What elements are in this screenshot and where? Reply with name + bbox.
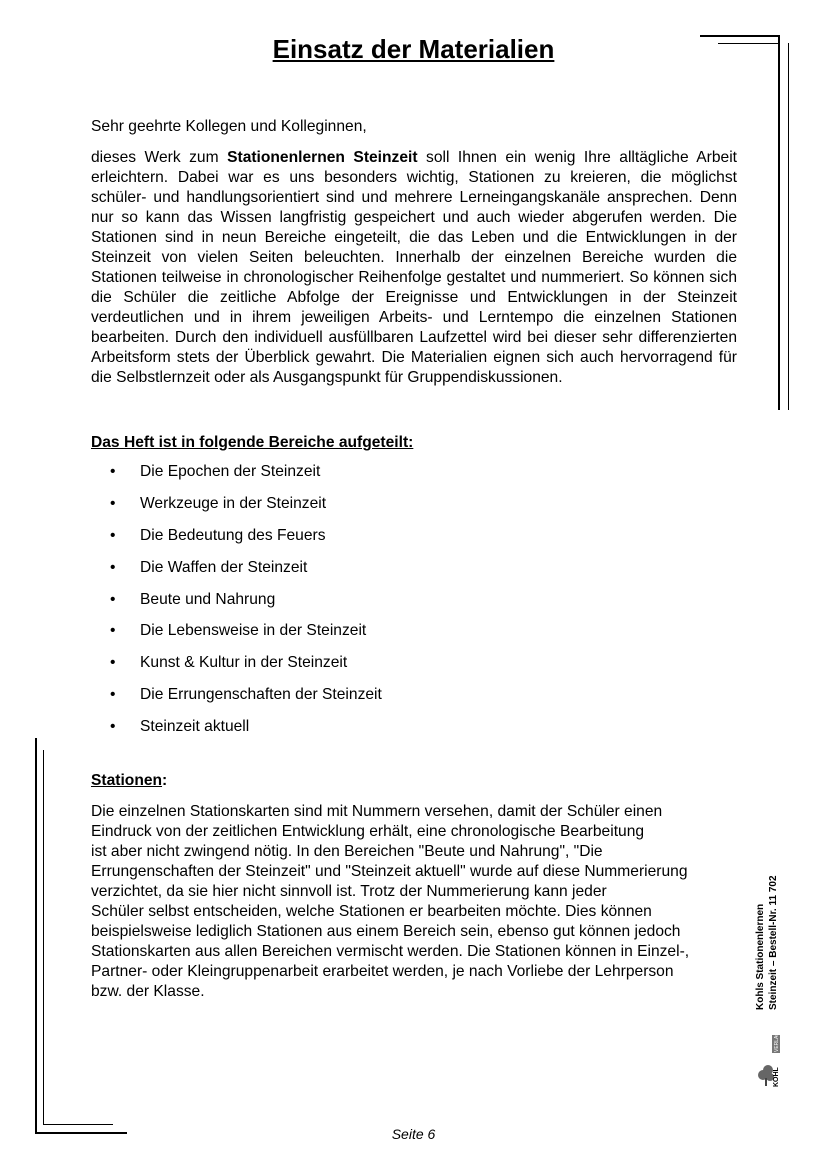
list-item-text: Die Errungenschaften der Steinzeit [140, 686, 382, 704]
page-number: Seite 6 [391, 1126, 436, 1142]
stations-heading-colon: : [162, 772, 168, 789]
list-item-text: Die Bedeutung des Feuers [140, 526, 326, 544]
frame-left-line-inner [43, 750, 44, 1125]
bullet-icon: • [110, 622, 116, 640]
publisher-logo-badge: VERLAG [774, 1031, 780, 1052]
list-item-text: Beute und Nahrung [140, 590, 276, 608]
list-item-text: Die Epochen der Steinzeit [140, 463, 321, 480]
list-item-text: Kunst & Kultur in der Steinzeit [140, 654, 348, 672]
side-label-line2: Steinzeit – Bestell-Nr. 11 702 [768, 875, 779, 1010]
side-label-line1: Kohls Stationenlernen [755, 903, 766, 1010]
frame-right-line-inner [788, 43, 789, 410]
list-item-text: Die Waffen der Steinzeit [140, 558, 308, 576]
intro-rest: soll Ihnen ein wenig Ihre alltägliche Arbeit erleichtern. Dabei war es uns besonders wichtig, Stationen zu kreieren, die möglichst schüler- und handlungsorientiert sind und mehrere Lerneingangskanäle ansprechen. Denn nur so kann das Wissen langfristig gespeichert und auch wieder abgerufen werden. Die Stationen sind in neun Bereiche eingeteilt, die das Leben und die Entwicklungen in der Steinzeit von vielen Seiten beleuchten. Innerhalb der einzelnen Bereiche wurden die Stationen teilweise in chronologischer Reihenfolge gestaltet und nummeriert. So können sich die Schüler die zeitliche Abfolge der Ereignisse und Entwicklungen in der Steinzeit verdeutlichen und in ihrem jeweiligen Arbeits- und Lerntempo die einzelnen Stationen bearbeiten. Durch den individuell ausfüllbaren Laufzettel wird bei dieser sehr differenzierten Arbeitsform stets der Überblick gewahrt. Die Materialien eignen sich auch hervorragend für die Selbstlernzeit oder als Ausgangspunkt für Gruppendiskussionen. [91, 149, 737, 386]
bullet-icon: • [110, 494, 116, 512]
frame-left-line [35, 738, 37, 1133]
bullet-icon: • [110, 558, 116, 576]
bullet-icon: • [110, 590, 116, 608]
frame-right-line [778, 35, 780, 410]
side-label [754, 800, 798, 1010]
stations-heading [91, 771, 737, 791]
page-title: Einsatz der Materialien [272, 34, 555, 64]
bullet-icon: • [110, 654, 116, 672]
intro-bold-title: Stationenlernen Steinzeit [227, 149, 418, 166]
intro-paragraph [91, 148, 737, 388]
greeting: Sehr geehrte Kollegen und Kolleginnen, [91, 118, 367, 135]
list-item-text: Die Lebensweise in der Steinzeit [140, 622, 367, 640]
publisher-logo [756, 1015, 796, 1090]
bullet-icon: • [110, 463, 116, 480]
areas-heading: Das Heft ist in folgende Bereiche aufgeteilt: [91, 434, 414, 451]
list-item-text: Werkzeuge in der Steinzeit [140, 494, 327, 512]
frame-bottom-line-inner [43, 1124, 113, 1125]
list-item-text: Steinzeit aktuell [140, 718, 250, 736]
stations-paragraph: Die einzelnen Stationskarten sind mit Nummern versehen, damit der Schüler einen Eindruck von der zeitlichen Entwicklung erhält, eine chronologische Bearbeitung ist aber nicht zwingend nötig. In den Bereichen "Beute und Nahrung", "Die Errungenschaften der Steinzeit" und "Steinzeit aktuell" wurde auf diese Nummerierung verzichtet, da sie hier nicht sinnvoll ist. Trotz der Nummerierung kann jeder Schüler selbst entscheiden, welche Stationen er bearbeiten möchte. Dies können beispielsweise lediglich Stationen aus einem Bereich sein, ebenso gut können jedoch Stationskarten aus allen Bereichen vermischt werden. Die Stationen können in Einzel-, Partner- oder Kleingruppenarbeit erarbeitet werden, je nach Vorliebe der Lehrperson bzw. der Klasse. [91, 803, 690, 1000]
bullet-icon: • [110, 526, 116, 544]
publisher-logo-text: KOHL [773, 1067, 780, 1087]
bullet-icon: • [110, 718, 116, 736]
intro-lead: dieses Werk zum [91, 149, 228, 166]
bullet-icon: • [110, 686, 116, 704]
tree-logo-icon [756, 1015, 796, 1090]
stations-heading-label: Stationen [91, 772, 163, 789]
